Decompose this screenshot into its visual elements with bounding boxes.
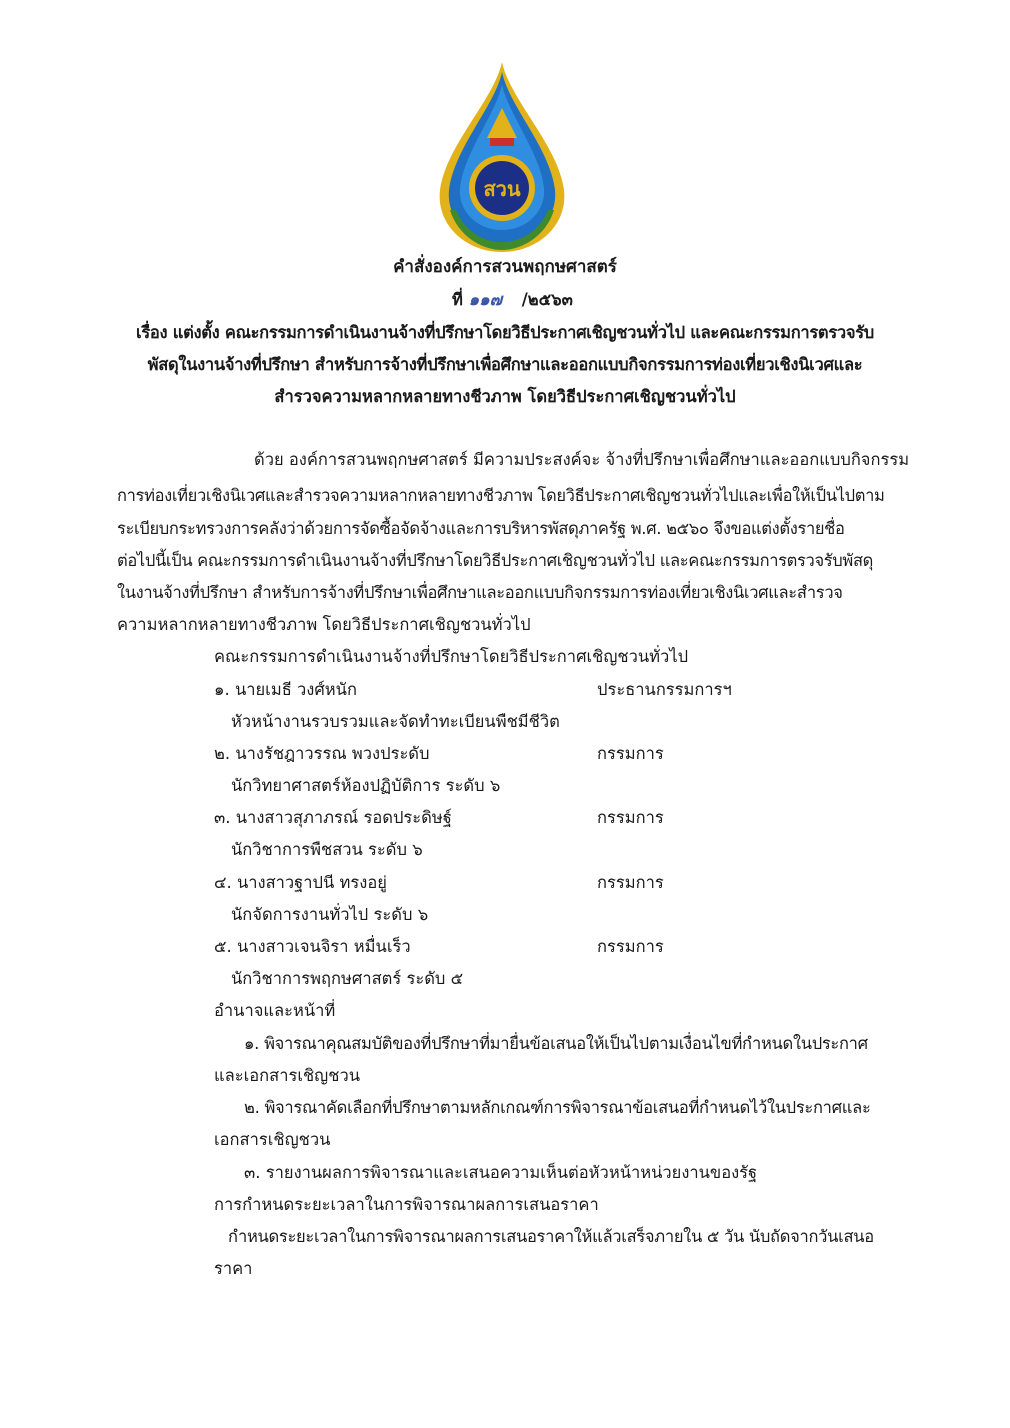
member-name: ๑. นายเมธี วงศ์หนัก	[214, 680, 357, 699]
member-name: ๓. นางสาวสุภาภรณ์ รอดประดิษฐ์	[214, 808, 452, 827]
paragraph-line: ความหลากหลายทางชีวภาพ โดยวิธีประกาศเชิญชวนทั่วไป	[117, 615, 531, 634]
member-position: นักวิชาการพืชสวน ระดับ ๖	[231, 840, 423, 859]
subject-line-2: พัสดุในงานจ้างที่ปรึกษา สำหรับการจ้างที่ปรึกษาเพื่อศึกษาและออกแบบกิจกรรมการท่องเที่ยวเชิงนิเวศและ	[147, 355, 863, 374]
organization-logo	[432, 60, 572, 255]
order-number	[452, 287, 573, 313]
document-title: คำสั่งองค์การสวนพฤกษศาสตร์	[393, 257, 617, 277]
member-position: นักจัดการงานทั่วไป ระดับ ๖	[231, 905, 429, 924]
timeline-line: ราคา	[214, 1259, 253, 1278]
duties-heading: อำนาจและหน้าที่	[214, 1001, 336, 1020]
duty-line: ๑. พิจารณาคุณสมบัติของที่ปรึกษาที่มายื่นข้อเสนอให้เป็นไปตามเงื่อนไขที่กำหนดในประกาศ	[244, 1034, 868, 1053]
timeline-line: กำหนดระยะเวลาในการพิจารณาผลการเสนอราคาให้แล้วเสร็จภายใน ๕ วัน นับถัดจากวันเสนอ	[228, 1227, 874, 1246]
subject-line-1: เรื่อง แต่งตั้ง คณะกรรมการดำเนินงานจ้างที่ปรึกษาโดยวิธีประกาศเชิญชวนทั่วไป และคณะกรรมการตรวจรับ	[136, 323, 874, 342]
subject-line-3: สำรวจความหลากหลายทางชีวภาพ โดยวิธีประกาศเชิญชวนทั่วไป	[274, 387, 736, 406]
paragraph-line: ในงานจ้างที่ปรึกษา สำหรับการจ้างที่ปรึกษาเพื่อศึกษาและออกแบบกิจกรรมการท่องเที่ยวเชิงนิเวศและสำรวจ	[117, 583, 843, 602]
member-role: ประธานกรรมการฯ	[597, 680, 732, 699]
paragraph-line: ระเบียบกระทรวงการคลังว่าด้วยการจัดซื้อจัดจ้างและการบริหารพัสดุภาครัฐ พ.ศ. ๒๕๖๐ จึงขอแต่งตั้งรายชื่อ	[117, 519, 845, 538]
duty-line: และเอกสารเชิญชวน	[214, 1066, 360, 1085]
paragraph-line: ต่อไปนี้เป็น คณะกรรมการดำเนินงานจ้างที่ปรึกษาโดยวิธีประกาศเชิญชวนทั่วไป และคณะกรรมการตรวจรับพัสดุ	[117, 551, 874, 570]
member-position: นักวิชาการพฤกษศาสตร์ ระดับ ๕	[231, 969, 464, 988]
member-position: นักวิทยาศาสตร์ห้องปฏิบัติการ ระดับ ๖	[231, 776, 501, 795]
member-role: กรรมการ	[597, 744, 664, 763]
member-role: กรรมการ	[597, 873, 664, 892]
order-number-value: ๑๑๗	[468, 290, 502, 309]
member-role: กรรมการ	[597, 937, 664, 956]
member-name: ๔. นางสาวฐาปนี ทรงอยู่	[214, 873, 387, 892]
timeline-heading: การกำหนดระยะเวลาในการพิจารณาผลการเสนอราคา	[214, 1195, 599, 1214]
member-role: กรรมการ	[597, 808, 664, 827]
duty-line: เอกสารเชิญชวน	[214, 1130, 331, 1149]
member-position: หัวหน้างานรวบรวมและจัดทำทะเบียนพืชมีชีวิต	[231, 712, 560, 731]
svg-text:สวน: สวน	[483, 177, 521, 201]
member-name: ๒. นางรัชฎาวรรณ พวงประดับ	[214, 744, 430, 763]
order-number-year: /๒๕๖๓	[521, 290, 573, 309]
duty-line: ๓. รายงานผลการพิจารณาและเสนอความเห็นต่อหัวหน้าหน่วยงานของรัฐ	[244, 1163, 758, 1182]
paragraph-line: ด้วย องค์การสวนพฤกษศาสตร์ มีความประสงค์จะ จ้างที่ปรึกษาเพื่อศึกษาและออกแบบกิจกรรม	[254, 450, 910, 469]
member-name: ๕. นางสาวเจนจิรา หมื่นเร็ว	[214, 937, 411, 956]
committee-heading: คณะกรรมการดำเนินงานจ้างที่ปรึกษาโดยวิธีประกาศเชิญชวนทั่วไป	[214, 647, 689, 666]
order-number-prefix: ที่	[452, 290, 463, 309]
paragraph-line: การท่องเที่ยวเชิงนิเวศและสำรวจความหลากหลายทางชีวภาพ โดยวิธีประกาศเชิญชวนทั่วไปและเพื่อให้เป็นไปตาม	[117, 486, 885, 505]
duty-line: ๒. พิจารณาคัดเลือกที่ปรึกษาตามหลักเกณฑ์การพิจารณาข้อเสนอที่กำหนดไว้ในประกาศและ	[244, 1098, 871, 1117]
